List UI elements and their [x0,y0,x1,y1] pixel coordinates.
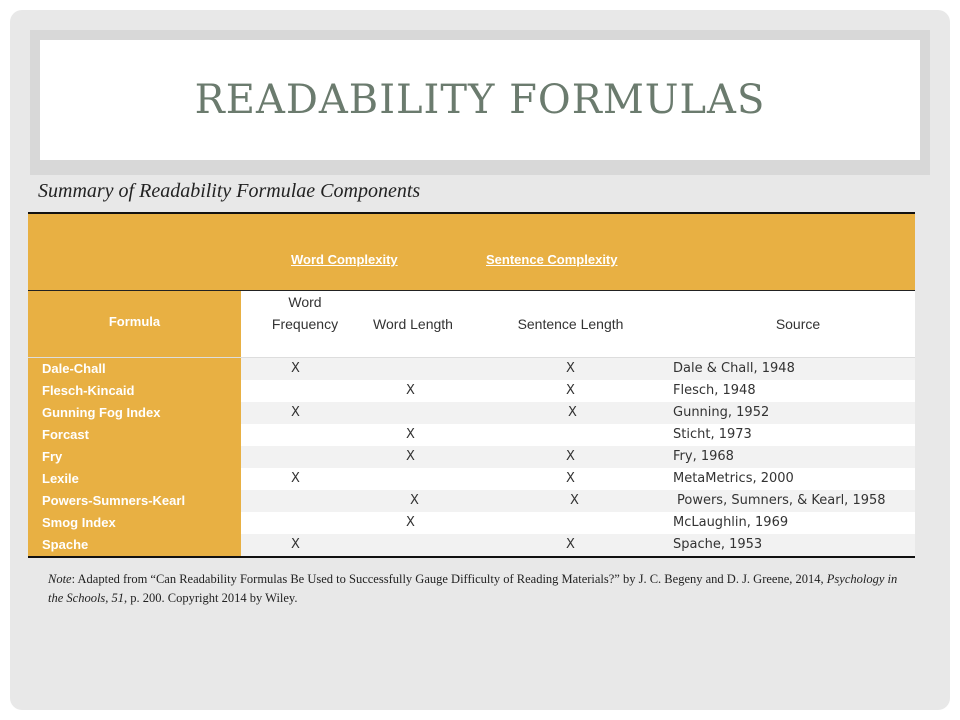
source-cell: Gunning, 1952 [673,405,770,420]
formula-name: Lexile [28,468,241,490]
table-row [28,424,915,446]
note-label: Note [48,572,72,586]
table-row [28,534,915,556]
word-frequency-header-line1: Word [288,294,322,310]
table-row [28,402,915,424]
sentence-length-column-header: Sentence Length [517,316,624,332]
sentence-length-cell: X [566,361,575,376]
table-row [28,358,915,380]
sentence-length-cell: X [570,493,579,508]
source-cell: Sticht, 1973 [673,427,752,442]
column-header-row [28,291,915,358]
formula-name: Spache [28,534,241,556]
table-row [28,512,915,534]
word-length-cell: X [406,515,415,530]
sentence-length-cell: X [566,383,575,398]
sentence-length-cell: X [568,405,577,420]
slide-title: READABILITY FORMULAS [194,77,766,123]
source-cell: MetaMetrics, 2000 [673,471,794,486]
table-row [28,446,915,468]
source-cell: Powers, Sumners, & Kearl, 1958 [677,493,886,508]
word-length-cell: X [406,383,415,398]
note-text-part1: : Adapted from “Can Readability Formulas Be Used to Successfully Gauge Difficulty of Reading Materials?” by J. C. Begeny and D. J. Greene, 2014, [71,572,827,586]
word-frequency-cell: X [291,405,300,420]
word-complexity-header[interactable]: Word Complexity [291,252,398,267]
word-frequency-cell: X [291,537,300,552]
word-frequency-cell: X [291,471,300,486]
readability-table [28,212,915,558]
note-text-part2: , p. 200. Copyright 2014 by Wiley. [124,591,298,605]
formula-name: Smog Index [28,512,241,534]
word-length-cell: X [406,427,415,442]
source-cell: Flesch, 1948 [673,383,756,398]
sentence-length-cell: X [566,449,575,464]
source-cell: Spache, 1953 [673,537,763,552]
table-note [48,570,908,608]
word-length-cell: X [410,493,419,508]
sentence-complexity-header[interactable]: Sentence Complexity [486,252,618,267]
table-row [28,490,915,512]
source-cell: Fry, 1968 [673,449,734,464]
source-cell: Dale & Chall, 1948 [673,361,795,376]
word-frequency-cell: X [291,361,300,376]
word-length-cell: X [406,449,415,464]
note-journal: Psychology in the Schools, 51 [48,572,898,605]
table-row [28,380,915,402]
formula-name: Forcast [28,424,241,446]
formula-name: Fry [28,446,241,468]
word-length-column-header: Word Length [373,316,453,332]
table-row [28,468,915,490]
source-column-header: Source [775,316,821,332]
formula-column-header: Formula [108,314,161,329]
word-frequency-header-line2: Frequency [271,316,339,332]
table-body [28,358,915,556]
sentence-length-cell: X [566,471,575,486]
title-box [40,40,920,160]
source-cell: McLaughlin, 1969 [673,515,789,530]
table-caption: Summary of Readability Formulae Components [38,180,421,202]
sentence-length-cell: X [566,537,575,552]
formula-name: Gunning Fog Index [28,402,241,424]
word-frequency-column-header [250,291,360,335]
formula-name: Dale-Chall [28,358,241,380]
group-header-row [28,214,915,291]
formula-name: Flesch-Kincaid [28,380,241,402]
formula-name: Powers-Sumners-Kearl [28,490,241,512]
title-panel [30,30,930,175]
